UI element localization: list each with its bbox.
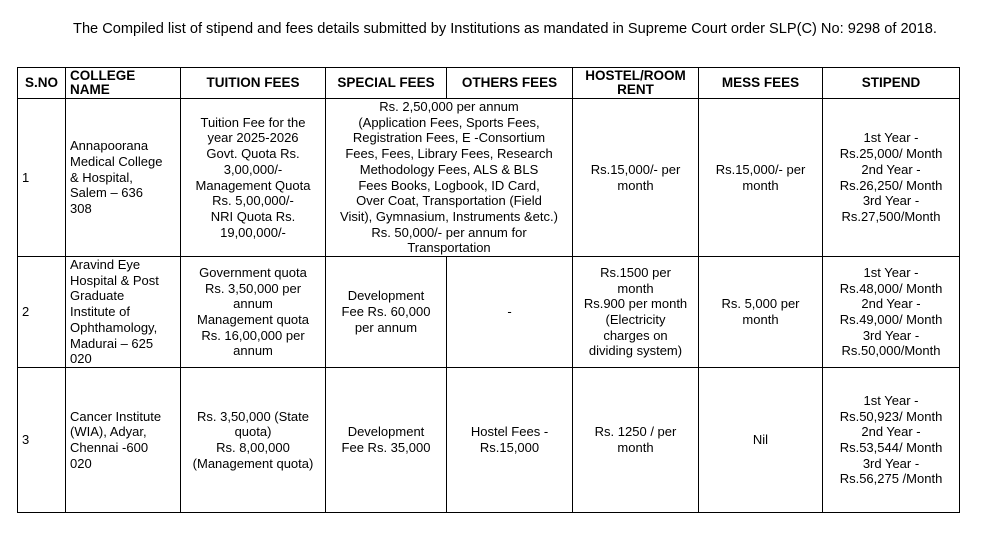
cell-sno: 3	[18, 368, 66, 513]
table-row	[18, 368, 960, 513]
header-others-fees: OTHERS FEES	[447, 68, 573, 99]
document-title: The Compiled list of stipend and fees details submitted by Institutions as mandated in Supreme Court order SLP(C) No: 9298 of 2018.	[73, 21, 937, 37]
cell-stipend: 1st Year - Rs.50,923/ Month 2nd Year - Rs.53,544/ Month 3rd Year - Rs.56,275 /Month	[823, 368, 960, 513]
cell-special-fees: Development Fee Rs. 35,000	[326, 368, 447, 513]
header-hostel-rent: HOSTEL/ROOM RENT	[573, 68, 699, 99]
header-sno: S.NO	[18, 68, 66, 99]
header-mess-fees: MESS FEES	[699, 68, 823, 99]
cell-mess-fees: Nil	[699, 368, 823, 513]
header-tuition-fees: TUITION FEES	[181, 68, 326, 99]
cell-tuition-fees: Rs. 3,50,000 (State quota) Rs. 8,00,000 (Management quota)	[181, 368, 326, 513]
cell-special-fees: Development Fee Rs. 60,000 per annum	[326, 257, 447, 368]
cell-mess-fees: Rs. 5,000 per month	[699, 257, 823, 368]
cell-college-name: Annapoorana Medical College & Hospital, Salem – 636 308	[66, 99, 181, 257]
cell-sno: 2	[18, 257, 66, 368]
header-special-fees: SPECIAL FEES	[326, 68, 447, 99]
cell-hostel-rent: Rs.1500 per month Rs.900 per month (Electricity charges on dividing system)	[573, 257, 699, 368]
cell-tuition-fees: Tuition Fee for the year 2025-2026 Govt. Quota Rs. 3,00,000/- Management Quota Rs. 5,00,000/- NRI Quota Rs. 19,00,000/-	[181, 99, 326, 257]
cell-college-name: Aravind Eye Hospital & Post Graduate Institute of Ophthamology, Madurai – 625 020	[66, 257, 181, 368]
cell-hostel-rent: Rs.15,000/- per month	[573, 99, 699, 257]
cell-stipend: 1st Year - Rs.25,000/ Month 2nd Year - Rs.26,250/ Month 3rd Year - Rs.27,500/Month	[823, 99, 960, 257]
cell-others-fees: Hostel Fees - Rs.15,000	[447, 368, 573, 513]
header-college-name: COLLEGE NAME	[66, 68, 181, 99]
cell-mess-fees: Rs.15,000/- per month	[699, 99, 823, 257]
cell-stipend: 1st Year - Rs.48,000/ Month 2nd Year - Rs.49,000/ Month 3rd Year - Rs.50,000/Month	[823, 257, 960, 368]
cell-hostel-rent: Rs. 1250 / per month	[573, 368, 699, 513]
stipend-fees-table	[17, 67, 960, 513]
cell-tuition-fees: Government quota Rs. 3,50,000 per annum Management quota Rs. 16,00,000 per annum	[181, 257, 326, 368]
cell-college-name: Cancer Institute (WIA), Adyar, Chennai -600 020	[66, 368, 181, 513]
cell-special-and-others-fees: Rs. 2,50,000 per annum (Application Fees, Sports Fees, Registration Fees, E -Consortium Fees, Fees, Library Fees, Research Methodology Fees, ALS & BLS Fees Books, Logbook, ID Card, Over Coat, Transportation (Field Visit), Gymnasium, Instruments &etc.) Rs. 50,000/- per annum for Transportation	[326, 99, 573, 257]
table-header-row	[18, 68, 960, 99]
cell-others-fees: -	[447, 257, 573, 368]
header-stipend: STIPEND	[823, 68, 960, 99]
table-row	[18, 99, 960, 257]
cell-sno: 1	[18, 99, 66, 257]
table-row	[18, 257, 960, 368]
